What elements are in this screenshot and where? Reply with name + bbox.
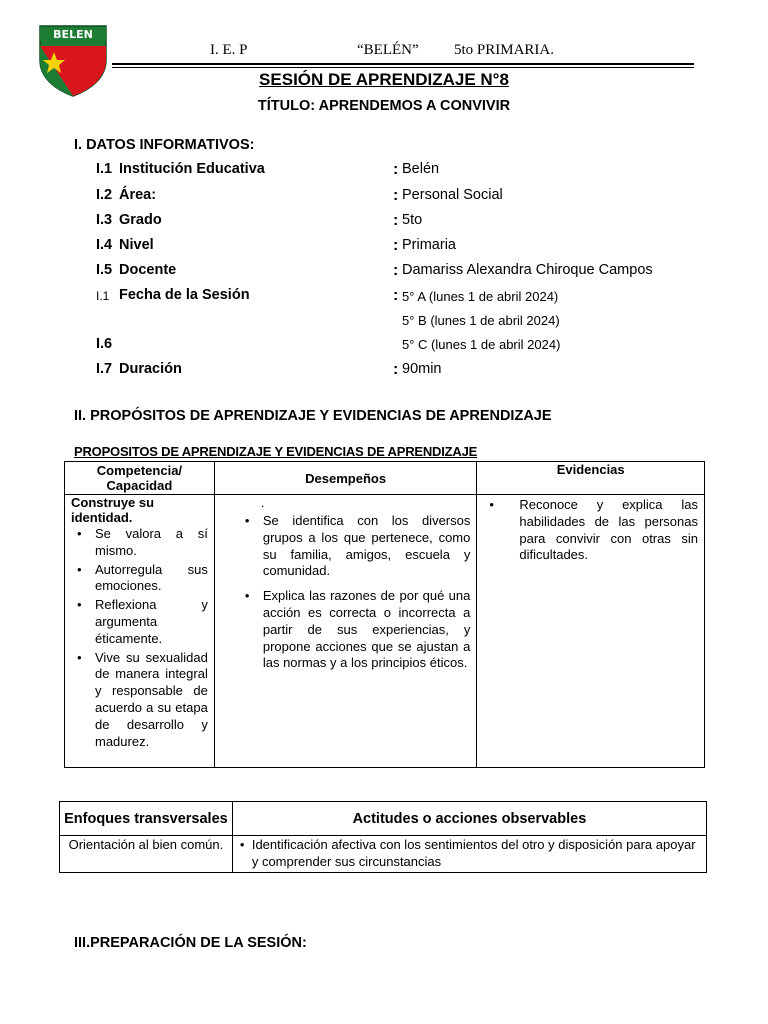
- header-rule-thin: [112, 67, 694, 68]
- actitudes-cell: • Identificación afectiva con los sentimientos del otro y disposición para apoyar y comprender sus circunstancias: [232, 836, 706, 873]
- list-item: • Explica las razones de por qué una acción es correcta o incorrecta a partir de sus experiencias, y propone acciones que se ajustan a las normas y a los principios éticos.: [233, 588, 471, 672]
- row-num: I.7: [96, 361, 113, 377]
- enfoques-table: [59, 801, 707, 873]
- row-colon: :: [393, 361, 399, 378]
- row-label: Docente: [119, 262, 177, 278]
- row-value: Belén: [402, 161, 440, 177]
- row-label: Grado: [119, 212, 162, 228]
- desempenos-dot: .: [260, 495, 265, 510]
- logo-text: BELEN: [53, 28, 93, 41]
- list-item: • Se identifica con los diversos grupos a los que pertenece, como su familia, amigos, escuela y comunidad.: [233, 513, 471, 580]
- section1-heading: I. DATOS INFORMATIVOS:: [74, 137, 255, 153]
- row-value: 5° B (lunes 1 de abril 2024): [402, 313, 560, 328]
- list-item: • Se valora a sí mismo.: [65, 526, 208, 560]
- header-rule: [112, 63, 694, 65]
- row-value: Primaria: [402, 237, 456, 253]
- session-title: SESIÓN DE APRENDIZAJE N°8: [259, 70, 509, 89]
- header-iep: I. E. P: [210, 42, 248, 58]
- competencia-cell: [65, 495, 215, 768]
- row-colon: :: [393, 161, 399, 178]
- purposes-table: [64, 461, 705, 768]
- row-value: Personal Social: [402, 187, 503, 203]
- row-num: I.4: [96, 237, 113, 253]
- row-num: I.1: [96, 161, 113, 177]
- actitud-text: Identificación afectiva con los sentimientos del otro y disposición para apoyar y comprender sus circunstancias: [251, 837, 696, 869]
- enfoque-cell: Orientación al bien común.: [60, 836, 233, 873]
- row-label: Institución Educativa: [119, 161, 265, 177]
- row-label: Nivel: [119, 237, 154, 253]
- row-value: 5to: [402, 212, 423, 228]
- section2-heading: II. PROPÓSITOS DE APRENDIZAJE Y EVIDENCIAS DE APRENDIZAJE: [74, 408, 552, 424]
- header-grade: 5to PRIMARIA.: [454, 42, 555, 58]
- row-num: I.5: [96, 262, 113, 278]
- col-header-evidencias: Evidencias: [477, 462, 705, 495]
- row-num: I.6: [96, 336, 113, 352]
- row-colon: :: [393, 287, 399, 304]
- row-value: 5° A (lunes 1 de abril 2024): [402, 289, 559, 304]
- row-num: I.2: [96, 187, 113, 203]
- row-colon: :: [393, 237, 399, 254]
- row-label: Área:: [119, 187, 157, 203]
- row-colon: :: [393, 262, 399, 279]
- row-colon: :: [393, 212, 399, 229]
- col-header-desempenos: Desempeños: [214, 462, 477, 495]
- col-header-actitudes: Actitudes o acciones observables: [232, 802, 706, 836]
- row-num: I.3: [96, 212, 113, 228]
- list-item: • Reconoce y explica las habilidades de las personas para convivir con otras sin dificultades.: [477, 497, 698, 564]
- header-school: “BELÉN”: [357, 42, 419, 58]
- desempenos-cell: [214, 495, 477, 768]
- list-item: • Reflexiona y argumenta éticamente.: [65, 597, 208, 647]
- col-header-competencia: Competencia/ Capacidad: [65, 462, 215, 495]
- table-caption: PROPOSITOS DE APRENDIZAJE Y EVIDENCIAS DE APRENDIZAJE: [74, 444, 478, 459]
- session-subtitle: TÍTULO: APRENDEMOS A CONVIVIR: [257, 98, 511, 114]
- row-label: Fecha de la Sesión: [119, 287, 250, 303]
- section3-heading: III.PREPARACIÓN DE LA SESIÓN:: [74, 935, 307, 951]
- row-value: 90min: [402, 361, 442, 377]
- list-item: • Autorregula sus emociones.: [65, 562, 208, 596]
- row-value: Damariss Alexandra Chiroque Campos: [402, 262, 653, 278]
- col-header-enfoques: Enfoques transversales: [60, 802, 233, 836]
- row-colon: :: [393, 187, 399, 204]
- row-value: 5° C (lunes 1 de abril 2024): [402, 337, 561, 352]
- evidencias-cell: [477, 495, 705, 768]
- competencia-title: Construye su identidad.: [71, 495, 155, 525]
- row-label: Duración: [119, 361, 182, 377]
- list-item: • Vive su sexualidad de manera integral y responsable de acuerdo a su etapa de desarrollo y madurez.: [65, 650, 208, 751]
- row-num: I.1: [96, 289, 110, 303]
